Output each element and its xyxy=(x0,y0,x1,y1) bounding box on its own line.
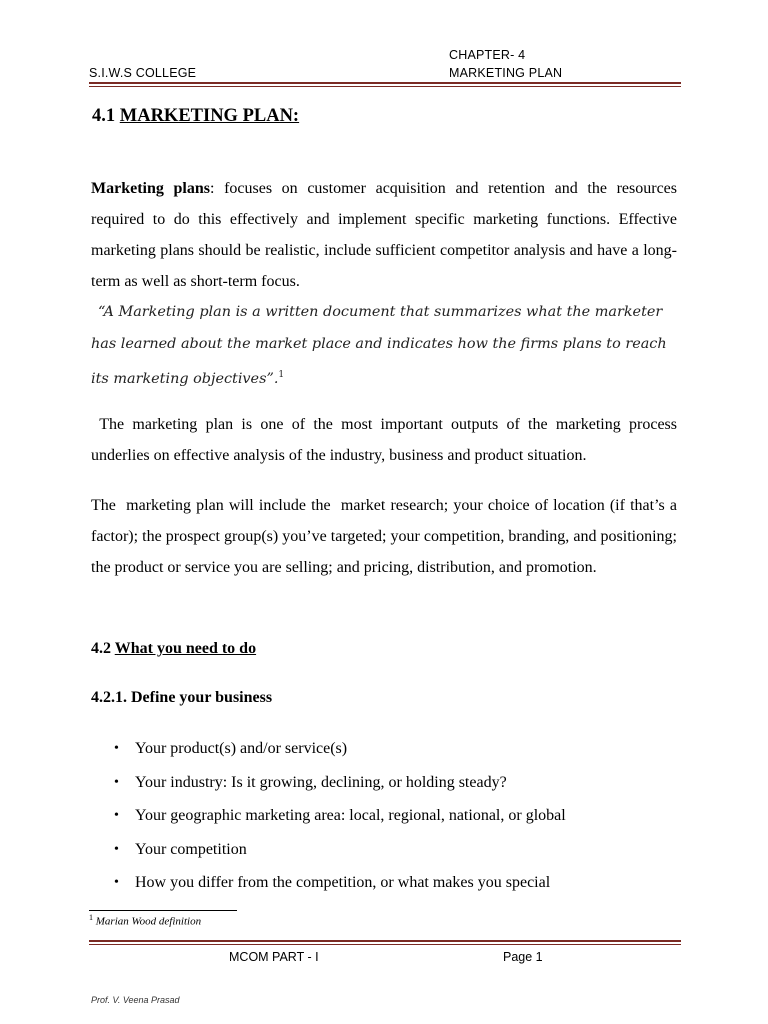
bullet-icon: • xyxy=(114,774,119,790)
section2-number: 4.2 xyxy=(91,640,111,657)
page-number: Page 1 xyxy=(503,950,543,964)
chapter-label: CHAPTER- 4 xyxy=(449,48,526,62)
list-item: • Your product(s) and/or service(s) xyxy=(91,735,566,769)
list-item: • Your industry: Is it growing, declining, or holding steady? xyxy=(91,769,566,803)
list-item: • Your geographic marketing area: local, regional, national, or global xyxy=(91,802,566,836)
bullet-icon: • xyxy=(114,808,119,823)
list-item: • How you differ from the competition, or what makes you special xyxy=(91,869,566,903)
intro-text: : focuses on customer acquisition and retention and the resources required to do this effectively and implement specific marketing functions. Effective marketing plans should be realistic, include sufficient competitor analysis and have a long-term as well as short-term focus. xyxy=(91,180,677,290)
define-business-list xyxy=(91,735,566,903)
intro-term: Marketing plans xyxy=(91,180,210,197)
intro-paragraph xyxy=(91,173,677,297)
section-title: MARKETING PLAN: xyxy=(119,106,300,126)
definition-quote xyxy=(91,297,681,395)
footnote xyxy=(89,913,201,928)
subsection-heading: 4.2.1. Define your business xyxy=(91,689,273,706)
section-number: 4.1 xyxy=(92,106,116,126)
section-heading-4-2 xyxy=(91,640,256,658)
section2-title: What you need to do xyxy=(114,640,257,657)
footer-rule xyxy=(89,940,681,945)
header-rule xyxy=(89,82,681,87)
footnote-rule xyxy=(89,910,237,911)
bullet-icon: • xyxy=(114,841,119,857)
section-heading-4-1 xyxy=(92,106,299,127)
course-label: MCOM PART - I xyxy=(229,950,319,964)
quote-text: “A Marketing plan is a written document that summarizes what the marketer has learned about the market place and indicates how the firms plans to reach its marketing objectives”. xyxy=(91,304,667,387)
footnote-text: Marian Wood definition xyxy=(95,915,202,928)
outputs-paragraph: The marketing plan is one of the most important outputs of the marketing process underlies on effective analysis of the industry, business and product situation. xyxy=(91,416,682,464)
bullet-icon: • xyxy=(114,875,119,890)
contents-paragraph: The marketing plan will include the market research; your choice of location (if that’s a factor); the prospect group(s) you’ve targeted; your competition, branding, and positioning; the product or service you are selling; and pricing, distribution, and promotion. xyxy=(91,497,681,576)
footnote-number: 1 xyxy=(89,913,93,922)
header-section-title: MARKETING PLAN xyxy=(449,66,563,80)
author-credit: Prof. V. Veena Prasad xyxy=(91,995,180,1005)
quote-footnote-ref: 1 xyxy=(278,370,285,380)
list-item: • Your competition xyxy=(91,836,566,870)
bullet-icon: • xyxy=(114,741,119,756)
college-name: S.I.W.S COLLEGE xyxy=(89,66,197,80)
